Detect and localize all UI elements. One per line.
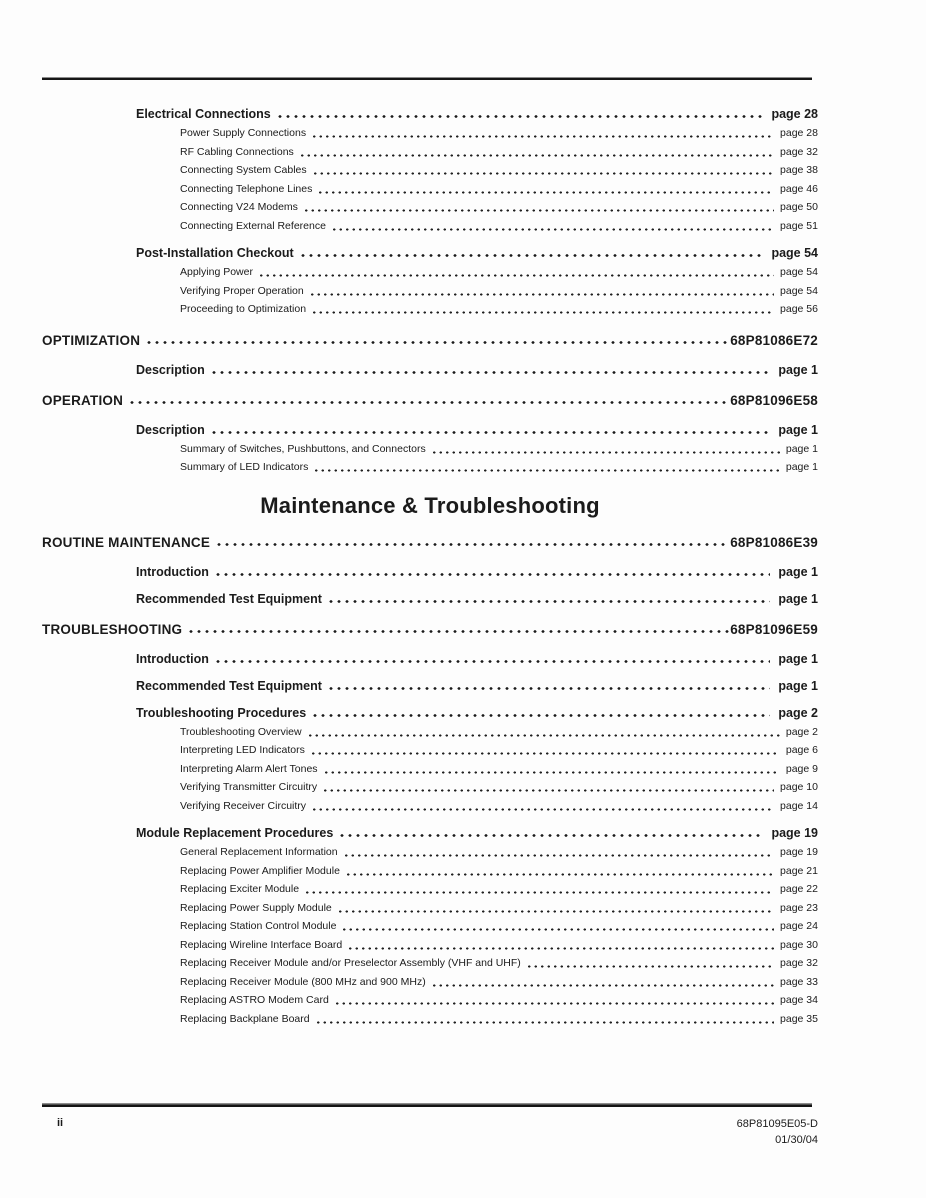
- toc-entry-sub: [42, 282, 818, 301]
- page-footer: [42, 1117, 818, 1148]
- footer-horizontal-rule: [42, 1103, 812, 1107]
- toc-entry-label: Verifying Proper Operation: [180, 284, 304, 297]
- dot-leader: [337, 903, 774, 917]
- toc-entry-page-ref: page 21: [780, 864, 818, 877]
- toc-entry-label: Interpreting LED Indicators: [180, 744, 305, 756]
- toc-entry-label: Interpreting Alarm Alert Tones: [180, 762, 318, 775]
- toc-entry-page-ref: page 1: [778, 651, 818, 666]
- footer-doc-number: 68P81095E05-D: [736, 1118, 818, 1130]
- toc-entry-sub: [42, 862, 818, 881]
- toc-entry-sub: [42, 760, 818, 779]
- toc-entry-label: Electrical Connections: [136, 107, 271, 121]
- toc-entry-label: Replacing Backplane Board: [180, 1012, 310, 1025]
- toc-entry-sub: [42, 180, 818, 199]
- toc-entry-label: Description: [136, 422, 205, 437]
- toc-entry-label: Summary of Switches, Pushbuttons, and Connectors: [180, 442, 426, 455]
- dot-leader: [327, 681, 770, 695]
- dot-leader: [187, 625, 729, 639]
- toc-entry-page-ref: 68P81086E39: [730, 534, 818, 550]
- toc-entry-page-ref: page 50: [780, 201, 818, 213]
- toc-entry-label: Module Replacement Procedures: [136, 826, 334, 840]
- toc-entry-sub: [42, 797, 818, 816]
- part-divider-heading: Maintenance & Troubleshooting: [260, 492, 600, 518]
- toc-entry-sub: [42, 1010, 818, 1029]
- dot-leader: [128, 396, 729, 410]
- toc-entry-label: Description: [136, 362, 205, 377]
- toc-entry-sub: [42, 880, 818, 899]
- toc-entry-label: Replacing Power Amplifier Module: [180, 864, 340, 877]
- toc-entry-section: [42, 677, 818, 695]
- dot-leader: [214, 567, 770, 581]
- table-of-contents: [42, 96, 818, 1028]
- toc-entry-page-ref: page 35: [780, 1012, 818, 1025]
- toc-entry-section: [42, 824, 818, 842]
- dot-leader: [341, 922, 774, 936]
- toc-entry-section: [42, 590, 818, 608]
- dot-leader: [303, 203, 774, 217]
- toc-entry-page-ref: page 22: [780, 883, 818, 895]
- dot-leader: [299, 248, 764, 262]
- toc-entry-chapter: [42, 331, 818, 350]
- toc-entry-sub: [42, 161, 818, 180]
- toc-entry-page-ref: page 10: [780, 781, 818, 793]
- toc-entry-label: RF Cabling Connections: [180, 145, 294, 158]
- toc-entry-label: ROUTINE MAINTENANCE: [42, 534, 211, 550]
- toc-entry-section: [42, 244, 818, 262]
- footer-doc-info: [737, 1117, 818, 1148]
- top-horizontal-rule: [42, 77, 812, 80]
- toc-entry-page-ref: page 38: [780, 164, 818, 176]
- dot-leader: [343, 848, 774, 862]
- toc-entry-sub: [42, 954, 818, 973]
- toc-entry-page-ref: page 1: [778, 564, 818, 579]
- dot-leader: [145, 336, 729, 350]
- dot-leader: [311, 129, 774, 143]
- dot-leader: [338, 828, 763, 842]
- toc-entry-sub: [42, 440, 818, 459]
- toc-entry-label: OPTIMIZATION: [42, 332, 141, 348]
- toc-entry-page-ref: page 1: [778, 362, 818, 377]
- toc-entry-page-ref: page 2: [785, 725, 818, 738]
- toc-entry-page-ref: page 23: [780, 901, 818, 914]
- toc-entry-label: Summary of LED Indicators: [180, 461, 309, 473]
- toc-entry-section: [42, 563, 818, 581]
- toc-entry-chapter: [42, 391, 818, 410]
- dot-leader: [311, 305, 774, 319]
- toc-entry-label: Replacing Exciter Module: [180, 883, 300, 895]
- dot-leader: [347, 940, 774, 954]
- toc-entry-sub: [42, 899, 818, 918]
- toc-entry-label: Troubleshooting Overview: [180, 725, 302, 738]
- dot-leader: [214, 654, 770, 668]
- toc-entry-page-ref: page 1: [778, 678, 818, 693]
- toc-entry-page-ref: page 19: [771, 826, 818, 840]
- toc-entry-page-ref: page 28: [780, 127, 818, 139]
- dot-leader: [327, 594, 770, 608]
- toc-entry-label: Connecting External Reference: [180, 219, 326, 232]
- toc-entry-sub: [42, 741, 818, 760]
- toc-entry-label: Replacing Station Control Module: [180, 920, 337, 932]
- dot-leader: [210, 425, 771, 439]
- toc-entry-page-ref: page 30: [780, 938, 818, 951]
- toc-entry-page-ref: page 9: [785, 762, 818, 775]
- toc-entry-sub: [42, 936, 818, 955]
- toc-entry-sub: [42, 458, 818, 477]
- dot-leader: [311, 708, 770, 722]
- toc-entry-label: General Replacement Information: [180, 846, 338, 858]
- toc-entry-label: Replacing Wireline Interface Board: [180, 938, 343, 951]
- toc-entry-sub: [42, 263, 818, 282]
- dot-leader: [322, 783, 774, 797]
- dot-leader: [323, 764, 780, 778]
- toc-entry-label: Introduction: [136, 651, 209, 666]
- toc-entry-page-ref: 68P81096E59: [730, 621, 818, 637]
- toc-entry-sub: [42, 991, 818, 1010]
- toc-entry-page-ref: page 56: [780, 303, 818, 315]
- dot-leader: [309, 286, 774, 300]
- toc-entry-sub: [42, 198, 818, 217]
- dot-leader: [304, 885, 774, 899]
- footer-date: 01/30/04: [775, 1133, 818, 1146]
- toc-entry-label: Introduction: [136, 564, 209, 579]
- toc-entry-label: Proceeding to Optimization: [180, 303, 307, 315]
- toc-entry-label: Replacing Receiver Module (800 MHz and 900 MHz): [180, 975, 426, 988]
- toc-entry-sub: [42, 973, 818, 992]
- toc-entry-page-ref: page 14: [780, 799, 818, 812]
- toc-entry-page-ref: page 46: [780, 182, 818, 195]
- dot-leader: [334, 996, 774, 1010]
- toc-entry-page-ref: 68P81096E58: [730, 392, 818, 408]
- toc-entry-page-ref: page 34: [780, 994, 818, 1006]
- dot-leader: [312, 166, 774, 180]
- toc-entry-page-ref: page 1: [778, 422, 818, 437]
- toc-entry-label: Recommended Test Equipment: [136, 591, 322, 606]
- dot-leader: [317, 184, 774, 198]
- footer-page-number: ii: [57, 1117, 64, 1129]
- dot-leader: [215, 538, 729, 552]
- toc-entry-chapter: [42, 620, 818, 639]
- dot-leader: [276, 109, 764, 123]
- toc-entry-section: [42, 105, 818, 123]
- toc-entry-page-ref: page 33: [780, 975, 818, 988]
- dot-leader: [299, 147, 774, 161]
- toc-entry-page-ref: page 32: [780, 957, 818, 969]
- toc-entry-label: Post-Installation Checkout: [136, 246, 294, 260]
- dot-leader: [210, 365, 771, 379]
- toc-entry-label: Verifying Transmitter Circuitry: [180, 781, 318, 793]
- toc-entry-sub: [42, 143, 818, 162]
- toc-entry-page-ref: page 28: [771, 107, 818, 121]
- dot-leader: [311, 801, 774, 815]
- toc-entry-label: Connecting System Cables: [180, 164, 307, 176]
- toc-entry-label: Connecting V24 Modems: [180, 201, 298, 213]
- toc-entry-sub: [42, 917, 818, 936]
- toc-entry-label: Applying Power: [180, 266, 253, 278]
- toc-entry-label: Replacing Receiver Module and/or Preselector Assembly (VHF and UHF): [180, 957, 521, 969]
- toc-entry-page-ref: page 1: [785, 461, 818, 473]
- toc-entry-section: [42, 421, 818, 439]
- toc-entry-sub: [42, 124, 818, 143]
- toc-entry-page-ref: page 6: [785, 744, 818, 756]
- dot-leader: [307, 727, 780, 741]
- toc-entry-page-ref: page 19: [780, 846, 818, 858]
- dot-leader: [431, 444, 780, 458]
- toc-entry-sub: [42, 723, 818, 742]
- toc-entry-sub: [42, 778, 818, 797]
- toc-entry-label: Recommended Test Equipment: [136, 678, 322, 693]
- toc-entry-section: [42, 704, 818, 722]
- toc-entry-page-ref: page 1: [785, 442, 818, 455]
- toc-entry-section: [42, 650, 818, 668]
- dot-leader: [310, 746, 780, 760]
- toc-entry-label: TROUBLESHOOTING: [42, 621, 183, 637]
- dot-leader: [345, 866, 774, 880]
- dot-leader: [313, 463, 779, 477]
- dot-leader: [431, 977, 774, 991]
- toc-entry-chapter: [42, 533, 818, 552]
- toc-entry-label: OPERATION: [42, 392, 124, 408]
- toc-entry-page-ref: page 24: [780, 920, 818, 932]
- toc-entry-page-ref: page 1: [778, 591, 818, 606]
- toc-entry-page-ref: page 32: [780, 145, 818, 158]
- dot-leader: [258, 268, 774, 282]
- toc-entry-page-ref: page 51: [780, 219, 818, 232]
- dot-leader: [526, 959, 774, 973]
- toc-entry-label: Connecting Telephone Lines: [180, 182, 313, 195]
- toc-entry-label: Power Supply Connections: [180, 127, 307, 139]
- toc-entry-page-ref: page 54: [771, 246, 818, 260]
- toc-entry-label: Verifying Receiver Circuitry: [180, 799, 307, 812]
- toc-entry-label: Troubleshooting Procedures: [136, 705, 307, 720]
- toc-entry-page-ref: page 54: [780, 284, 818, 297]
- toc-entry-label: Replacing Power Supply Module: [180, 901, 332, 914]
- toc-entry-label: Replacing ASTRO Modem Card: [180, 994, 329, 1006]
- toc-entry-page-ref: page 54: [780, 266, 818, 278]
- dot-leader: [315, 1014, 774, 1028]
- toc-entry-sub: [42, 843, 818, 862]
- toc-entry-section: [42, 361, 818, 379]
- toc-entry-sub: [42, 217, 818, 236]
- toc-entry-page-ref: page 2: [778, 705, 818, 720]
- toc-entry-sub: [42, 300, 818, 319]
- dot-leader: [331, 221, 774, 235]
- toc-entry-page-ref: 68P81086E72: [730, 332, 818, 348]
